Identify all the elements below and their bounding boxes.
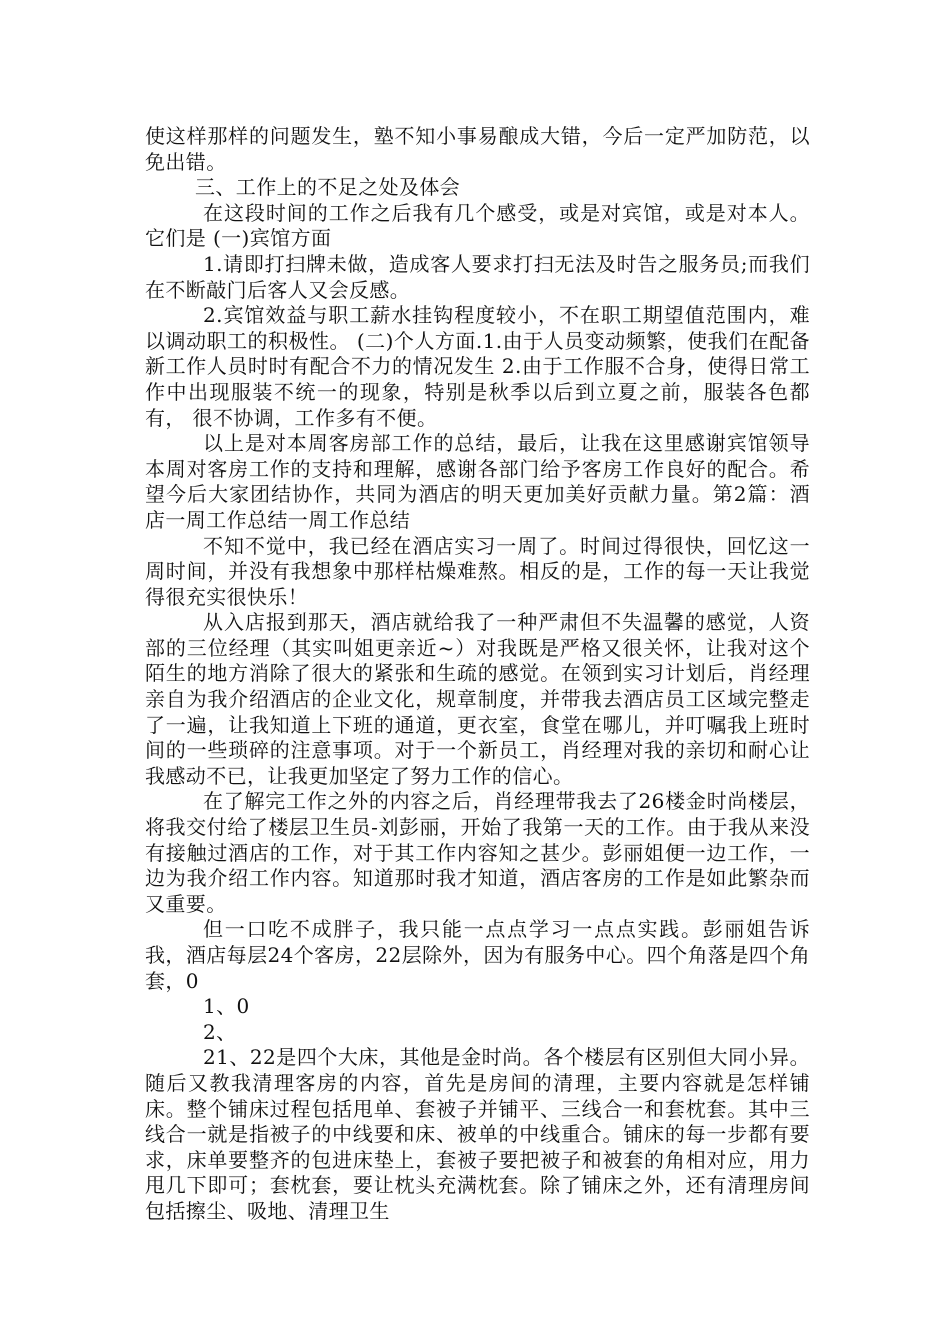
paragraph: 以上是对本周客房部工作的总结，最后，让我在这里感谢宾馆领导本周对客房工作的支持和理解，感谢各部门给予客房工作良好的配合。希望今后大家团结协作，共同为酒店的明天更加美好贡献力量。第2篇：酒店一周工作总结一周工作总结 — [145, 431, 810, 532]
section-heading: 三、工作上的不足之处及体会 — [195, 175, 461, 200]
document-page — [145, 124, 810, 1225]
paragraph: 1.请即打扫牌未做，造成客人要求打扫无法及时告之服务员;而我们在不断敲门后客人又会反感。 — [145, 251, 810, 302]
paragraph: 不知不觉中，我已经在酒店实习一周了。时间过得很快，回忆这一周时间，并没有我想象中那样枯燥难熬。相反的是，工作的每一天让我觉得很充实很快乐！ — [145, 533, 810, 609]
paragraph: 在了解完工作之外的内容之后，肖经理带我去了26楼金时尚楼层，将我交付给了楼层卫生员-刘彭丽，开始了我第一天的工作。由于我从来没有接触过酒店的工作，对于其工作内容知之甚少。彭丽姐便一边工作，一边为我介绍工作内容。知道那时我才知道，酒店客房的工作是如此繁杂而又重要。 — [145, 789, 810, 916]
paragraph: 2.宾馆效益与职工薪水挂钩程度较小，不在职工期望值范围内，难以调动职工的积极性。 (二)个人方面.1.由于人员变动频繁，使我们在配备新工作人员时时有配合不力的情况发生 2.由于工作服不合身，使得日常工作中出现服装不统一的现象，特别是秋季以后到立夏之前，服装各色都有， 很不协调，工作多有不便。 — [145, 303, 810, 430]
paragraph: 21、22是四个大床，其他是金时尚。各个楼层有区别但大同小异。随后又教我清理客房的内容，首先是房间的清理，主要内容就是怎样铺床。整个铺床过程包括甩单、套被子并铺平、三线合一和套枕套。其中三线合一就是指被子的中线要和床、被单的中线重合。铺床的每一步都有要求，床单要整齐的包进床垫上，套被子要把被子和被套的角相对应，用力甩几下即可；套枕套，要让枕头充满枕套。除了铺床之外，还有清理房间包括擦尘、吸地、清理卫生 — [145, 1045, 810, 1223]
paragraph-continuation: 使这样那样的问题发生，塾不知小事易酿成大错，今后一定严加防范，以免出错。 — [145, 124, 810, 174]
list-line: 1、0 — [203, 994, 250, 1019]
paragraph: 从入店报到那天，酒店就给我了一种严肃但不失温馨的感觉，人资部的三位经理（其实叫姐更亲近~）对我既是严格又很关怀，让我对这个陌生的地方消除了很大的紧张和生疏的感觉。在领到实习计划后，肖经理亲自为我介绍酒店的企业文化，规章制度，并带我去酒店员工区域完整走了一遍，让我知道上下班的通道，更衣室，食堂在哪儿，并叮嘱我上班时间的一些琐碎的注意事项。对于一个新员工，肖经理对我的亲切和耐心让我感动不已，让我更加坚定了努力工作的信心。 — [145, 610, 810, 788]
paragraph: 在这段时间的工作之后我有几个感受，或是对宾馆，或是对本人。它们是 (一)宾馆方面 — [145, 200, 810, 251]
list-line: 2、 — [203, 1019, 237, 1044]
paragraph: 但一口吃不成胖子，我只能一点点学习一点点实践。彭丽姐告诉我，酒店每层24个客房，22层除外，因为有服务中心。四个角落是四个角套，0 — [145, 917, 810, 993]
